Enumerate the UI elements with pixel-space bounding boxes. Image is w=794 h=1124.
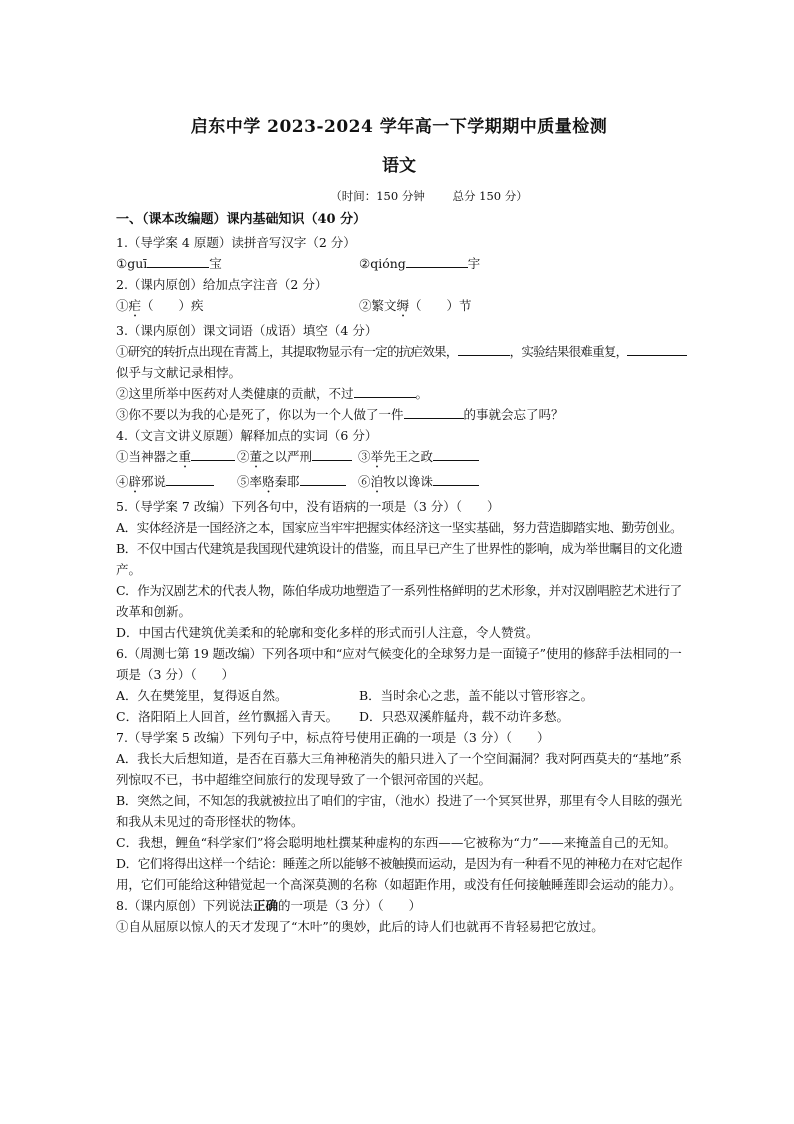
- q4-text: ④: [116, 474, 129, 489]
- q3-text: ①研究的转折点出现在青蒿上，其提取物显示有一定的抗疟效果，: [116, 344, 458, 359]
- q6-option-a: A．久在樊笼里，复得返自然。: [116, 688, 288, 703]
- question-4-stem: 4.（文言文讲义原题）解释加点的实词（6 分）: [116, 428, 378, 443]
- q2-item-b: [359, 295, 472, 320]
- dotted-char: 辟: [128, 474, 142, 489]
- q7-option-b: B．突然之间，不知怎的我就被拉出了咱们的宇宙，（池水）投进了一个冥冥世界，那里有令人目眩的强光: [116, 793, 682, 808]
- q3-line-2: 似乎与文献记录相悖。: [116, 365, 242, 380]
- exam-title: 启东中学 2023-2024 学年高一下学期期中质量检测: [190, 117, 608, 137]
- dotted-char: 疟: [128, 298, 142, 313]
- q5-option-b: B．不仅中国古代建筑是我国现代建筑设计的借鉴，而且早已产生了世界性的影响，成为举世瞩目的文化遗: [116, 541, 683, 556]
- answer-blank[interactable]: [433, 446, 479, 461]
- q6-option-d: D．只恐双溪舴艋舟，载不动许多愁。: [359, 709, 570, 724]
- q5-option-c-cont: 改革和创新。: [116, 604, 192, 619]
- q1-a-char: 宝: [209, 256, 222, 271]
- section-title: 一、（课本改编题）课内基础知识（40 分）: [116, 212, 367, 227]
- q8-stem-text: 8.（课内原创）下列说法: [116, 898, 253, 913]
- q1-item-b: [359, 253, 480, 274]
- q4-row-1: [116, 446, 682, 471]
- q4-item-6: [358, 471, 479, 496]
- q3-text: ③你不要以为我的心是死了，你以为一个人做了一件: [116, 407, 404, 422]
- q4-row-2: [116, 471, 682, 496]
- question-8-stem: [116, 895, 682, 916]
- answer-blank[interactable]: [406, 253, 468, 268]
- q7-option-d-cont: 用，它们可能给这种错觉起一个高深莫测的名称（如超距作用，或没有任何接触睡莲即会运动的能力）。: [116, 877, 682, 892]
- question-5-stem: 5.（导学案 7 改编）下列各句中，没有语病的一项是（3 分）（ ）: [116, 499, 500, 514]
- q3-line-1: [116, 341, 682, 362]
- q4-text: 先王之政: [383, 449, 434, 464]
- dotted-char: 洎: [370, 474, 384, 489]
- q7-option-c: C．我想，鲤鱼“科学家们”将会聪明地杜撰某种虚构的东西——它被称为“力”——来掩盖自己的无知。: [116, 835, 677, 850]
- q2-b-pre: ②繁文: [359, 298, 397, 313]
- q5-option-a: A．实体经济是一国经济之本，国家应当牢牢把握实体经济这一坚实基础，努力营造脚踏实地、勤劳创业。: [116, 520, 683, 535]
- q7-option-a-cont: 列惊叹不已，书中超维空间旅行的发现导致了一个银河帝国的兴起。: [116, 772, 492, 787]
- dotted-char: 举: [370, 449, 384, 464]
- q6-row-2: [116, 706, 682, 727]
- answer-blank[interactable]: [312, 446, 352, 461]
- q5-option-b-cont: 产。: [116, 562, 142, 577]
- q7-option-d: D．它们将得出这样一个结论：睡莲之所以能够不被触摸而运动，是因为有一种看不见的神秘力在对它起作: [116, 856, 683, 871]
- dotted-char: 重: [178, 449, 192, 464]
- q4-text: ②: [237, 449, 250, 464]
- exam-page: [116, 112, 682, 937]
- answer-blank[interactable]: [166, 471, 214, 486]
- q2-a-num: ①: [116, 298, 129, 313]
- q4-item-3: [358, 446, 479, 471]
- question-6-stem-cont: 项是（3 分）（ ）: [116, 667, 235, 682]
- q3-text: ②这里所举中医药对人类健康的贡献，不过: [116, 386, 354, 401]
- question-2-items: [116, 295, 682, 320]
- dotted-char: 董: [249, 449, 263, 464]
- q4-text: ①当神器之: [116, 449, 179, 464]
- answer-blank[interactable]: [191, 446, 235, 461]
- q4-item-4: [116, 471, 237, 496]
- question-6-stem: 6.（周测七第 19 题改编）下列各项中和“应对气候变化的全球努力是一面镜子”使用的修辞手法相同的一: [116, 646, 682, 661]
- answer-blank[interactable]: [458, 341, 510, 356]
- q8-stem-text: 的一项是（3 分）（ ）: [277, 898, 422, 913]
- q3-line-3: [116, 383, 682, 404]
- q7-option-b-cont: 和我从未见过的奇形怪状的物体。: [116, 814, 304, 829]
- q1-b-char: 宇: [467, 256, 481, 271]
- q3-text: 的事就会忘了吗？: [463, 407, 564, 422]
- q6-option-b: B．当时余心之悲，盖不能以寸管形容之。: [359, 688, 594, 703]
- q1-a-pinyin: ①guī: [116, 256, 148, 271]
- q4-text: 邪说: [141, 474, 167, 489]
- exam-meta: [176, 188, 682, 204]
- q2-a-rest: （ ）疾: [141, 298, 204, 313]
- q1-item-a: [116, 253, 359, 274]
- answer-blank[interactable]: [627, 341, 687, 356]
- question-3-stem: 3.（课内原创）课文词语（成语）填空（4 分）: [116, 323, 378, 338]
- q6-row-1: [116, 685, 682, 706]
- answer-blank[interactable]: [147, 253, 209, 268]
- q4-text: 秦耶: [274, 474, 300, 489]
- question-2-stem: 2.（课内原创）给加点字注音（2 分）: [116, 277, 328, 292]
- q4-text: 之以严刑: [262, 449, 313, 464]
- subject-title: 语文: [382, 156, 416, 176]
- exam-total: 总分 150 分）: [452, 189, 528, 203]
- question-1-items: [116, 253, 682, 274]
- q2-item-a: [116, 295, 359, 320]
- q4-item-2: [237, 446, 358, 471]
- dotted-char: 缛: [396, 298, 410, 313]
- exam-time: （时间：150 分钟: [330, 189, 425, 203]
- dotted-char: 赂: [262, 474, 275, 489]
- question-7-stem: 7.（导学案 5 改编）下列句子中，标点符号使用正确的一项是（3 分）（ ）: [116, 730, 550, 745]
- q3-text: ，实验结果很难重复，: [509, 344, 628, 359]
- answer-blank[interactable]: [300, 471, 346, 486]
- q4-item-5: [237, 471, 358, 496]
- answer-blank[interactable]: [433, 471, 479, 486]
- q5-option-c: C．作为汉剧艺术的代表人物，陈伯华成功地塑造了一系列性格鲜明的艺术形象，并对汉剧唱腔艺术进行了: [116, 583, 682, 598]
- q7-option-a: A．我长大后想知道，是否在百慕大三角神秘消失的船只进入了一个空间漏洞？我对阿西莫夫的“基地”系: [116, 751, 682, 766]
- question-1-stem: 1.（导学案 4 原题）读拼音写汉字（2 分）: [116, 235, 356, 250]
- q4-text: ⑥: [358, 474, 371, 489]
- q8-item-1: ①自从屈原以惊人的天才发现了“木叶”的奥妙，此后的诗人们也就再不肯轻易把它放过。: [116, 919, 604, 934]
- answer-blank[interactable]: [404, 404, 464, 419]
- q4-text: ⑤率: [237, 474, 263, 489]
- q1-b-pinyin: ②qióng: [359, 256, 406, 271]
- q3-line-4: [116, 404, 682, 425]
- q8-stem-emphasis: 正确: [252, 898, 278, 913]
- q4-item-1: [116, 446, 237, 471]
- q4-text: ③: [358, 449, 371, 464]
- q4-text: 牧以谗诛: [383, 474, 434, 489]
- q2-b-rest: （ ）节: [409, 298, 472, 313]
- q3-text: 。: [415, 386, 429, 401]
- q6-option-c: C．洛阳陌上人回首，丝竹飘摇入青天。: [116, 709, 339, 724]
- answer-blank[interactable]: [354, 383, 416, 398]
- q5-option-d: D．中国古代建筑优美柔和的轮廓和变化多样的形式而引人注意，令人赞赏。: [116, 625, 539, 640]
